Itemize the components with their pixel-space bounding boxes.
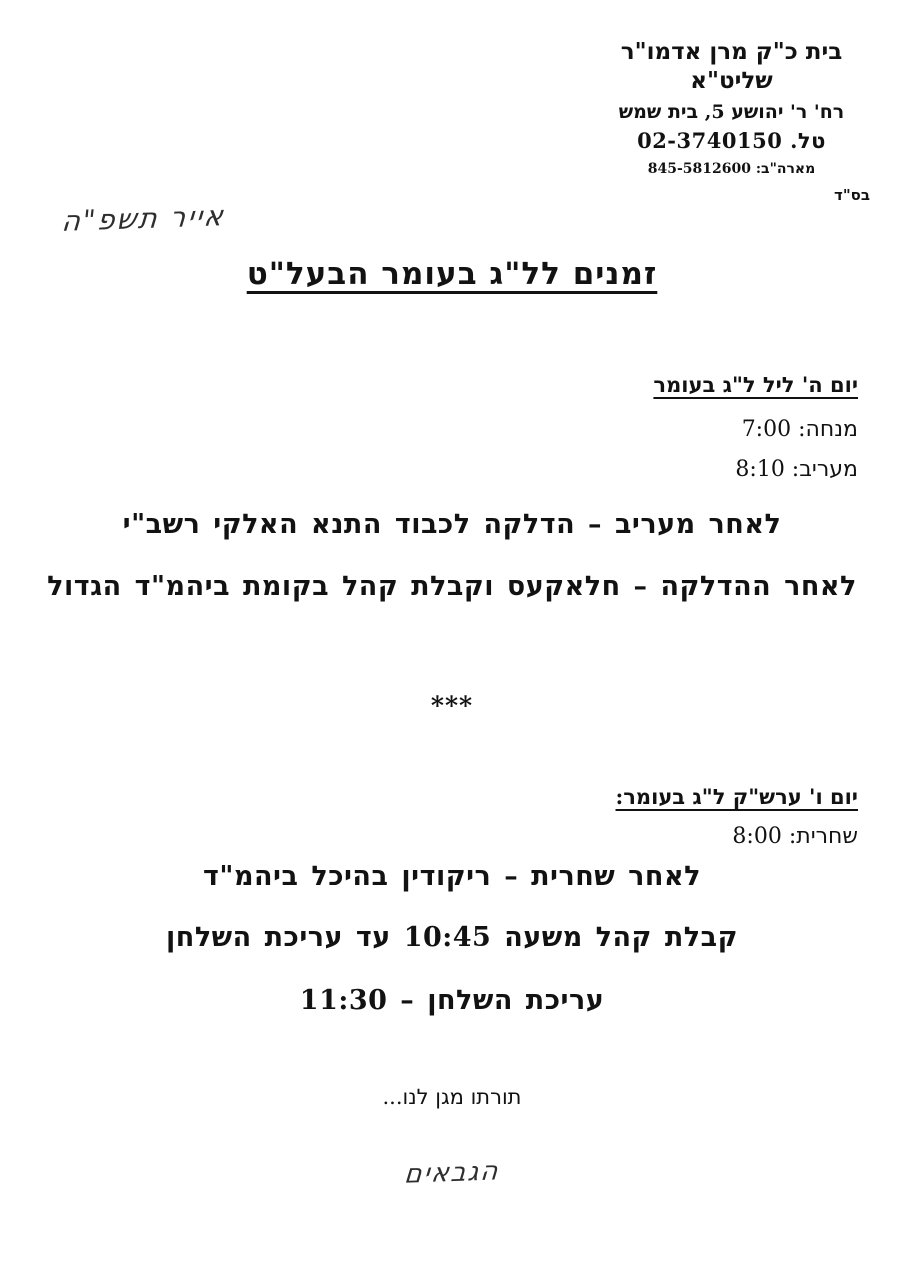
letterhead-us-phone: מארה"ב: 845-5812600 <box>647 160 816 177</box>
tish-time-note: עריכת השלחן – 11:30 <box>299 985 605 1016</box>
letterhead-address: רח' ר' יהושע 5, בית שמש <box>618 100 845 123</box>
maariv-time-line: מעריב: 8:10 <box>735 457 858 482</box>
section-thursday-heading: יום ה' ליל ל"ג בעומר <box>653 372 858 397</box>
after-maariv-note: לאחר מעריב – הדלקה לכבוד התנא האלקי רשב"י <box>122 509 782 540</box>
bsd-text: בס"ד <box>834 186 870 204</box>
after-lighting-note: לאחר ההדלקה – חלאקעס וקבלת קהל בקומת ביהמ"ד הגדול <box>47 571 857 602</box>
shacharis-time-line: שחרית: 8:00 <box>732 824 858 849</box>
mincha-time-line: מנחה: 7:00 <box>741 417 858 442</box>
kabbolas-kahal-note: קבלת קהל משעה 10:45 עד עריכת השלחן <box>166 922 738 953</box>
letterhead-institution: בית כ"ק מרן אדמו"ר שליט"א <box>620 38 843 94</box>
letterhead <box>579 38 884 178</box>
page-title: זמנים לל"ג בעומר הבעל"ט <box>246 256 658 292</box>
handwritten-date: אייר תשפ"ה <box>60 199 227 238</box>
asterisk-separator: *** <box>430 691 474 720</box>
letterhead-phone: טל. 02-3740150 <box>637 128 826 154</box>
gabbaim-signature: הגבאים <box>402 1156 502 1190</box>
section-friday-heading: יום ו' ערש"ק ל"ג בעומר: <box>615 784 858 809</box>
after-shacharis-note: לאחר שחרית – ריקודין בהיכל ביהמ"ד <box>203 861 701 892</box>
footer-blessing: תורתו מגן לנו... <box>382 1085 522 1109</box>
